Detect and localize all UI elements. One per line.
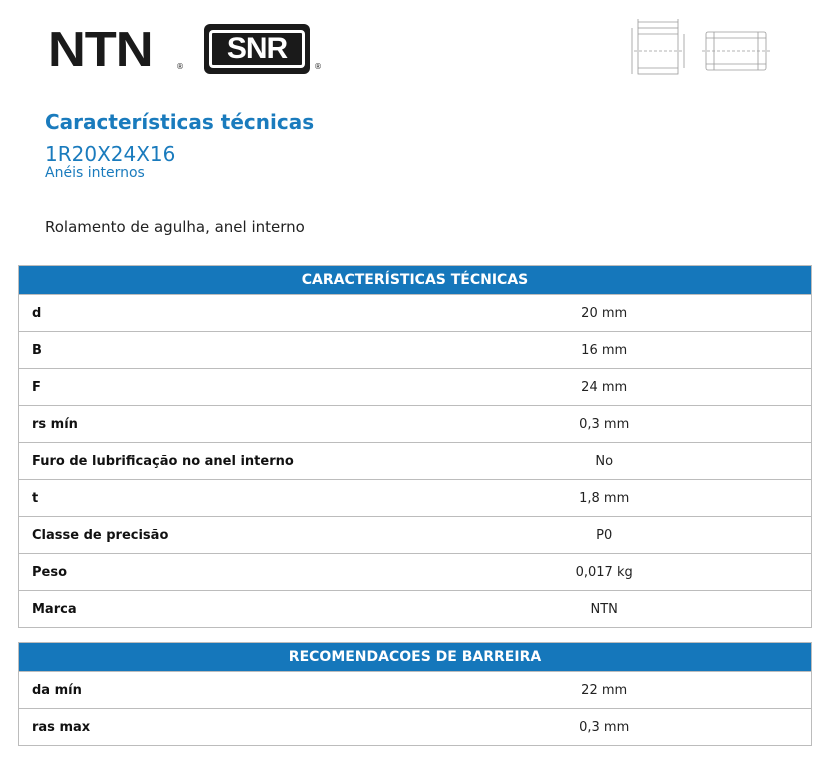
registered-mark: ® — [314, 62, 322, 71]
snr-logo-text: SNR — [209, 30, 305, 68]
row-value: 24 mm — [581, 379, 628, 395]
row-value: 0,3 mm — [579, 416, 630, 432]
table-row — [19, 671, 811, 708]
table-row — [19, 553, 811, 590]
row-label: Peso — [32, 564, 68, 580]
table-row — [19, 331, 811, 368]
table-row — [19, 294, 811, 331]
table-row — [19, 405, 811, 442]
snr-logo — [204, 24, 310, 74]
ntn-logo: NTN — [48, 23, 153, 77]
row-label: t — [32, 490, 39, 506]
product-description: Rolamento de agulha, anel interno — [45, 218, 305, 236]
product-category: Anéis internos — [45, 165, 145, 181]
row-label: d — [32, 305, 42, 321]
registered-mark: ® — [176, 62, 184, 71]
tech-specs-table — [18, 265, 812, 628]
bearing-drawing — [628, 16, 774, 82]
row-value: 0,3 mm — [579, 719, 630, 735]
table-header: RECOMENDACOES DE BARREIRA — [19, 643, 811, 671]
row-label: B — [32, 342, 42, 358]
row-label: da mín — [32, 682, 82, 698]
row-label: rs mín — [32, 416, 78, 432]
table-row — [19, 590, 811, 627]
row-value: 1,8 mm — [579, 490, 630, 506]
page-title: Características técnicas — [45, 110, 315, 134]
table-row — [19, 442, 811, 479]
table-row — [19, 516, 811, 553]
row-value: NTN — [590, 601, 618, 617]
row-value: 22 mm — [581, 682, 628, 698]
table-row — [19, 479, 811, 516]
row-label: F — [32, 379, 41, 395]
table-row — [19, 368, 811, 405]
row-value: P0 — [596, 527, 613, 543]
barrier-recommendations-table — [18, 642, 812, 746]
row-value: No — [595, 453, 614, 469]
row-value: 20 mm — [581, 305, 628, 321]
row-value: 0,017 kg — [575, 564, 633, 580]
row-label: Classe de precisão — [32, 527, 169, 543]
table-row — [19, 708, 811, 745]
row-label: Furo de lubrificação no anel interno — [32, 453, 294, 469]
row-value: 16 mm — [581, 342, 628, 358]
table-header: CARACTERÍSTICAS TÉCNICAS — [19, 266, 811, 294]
row-label: ras max — [32, 719, 91, 735]
row-label: Marca — [32, 601, 77, 617]
product-code: 1R20X24X16 — [45, 142, 176, 166]
